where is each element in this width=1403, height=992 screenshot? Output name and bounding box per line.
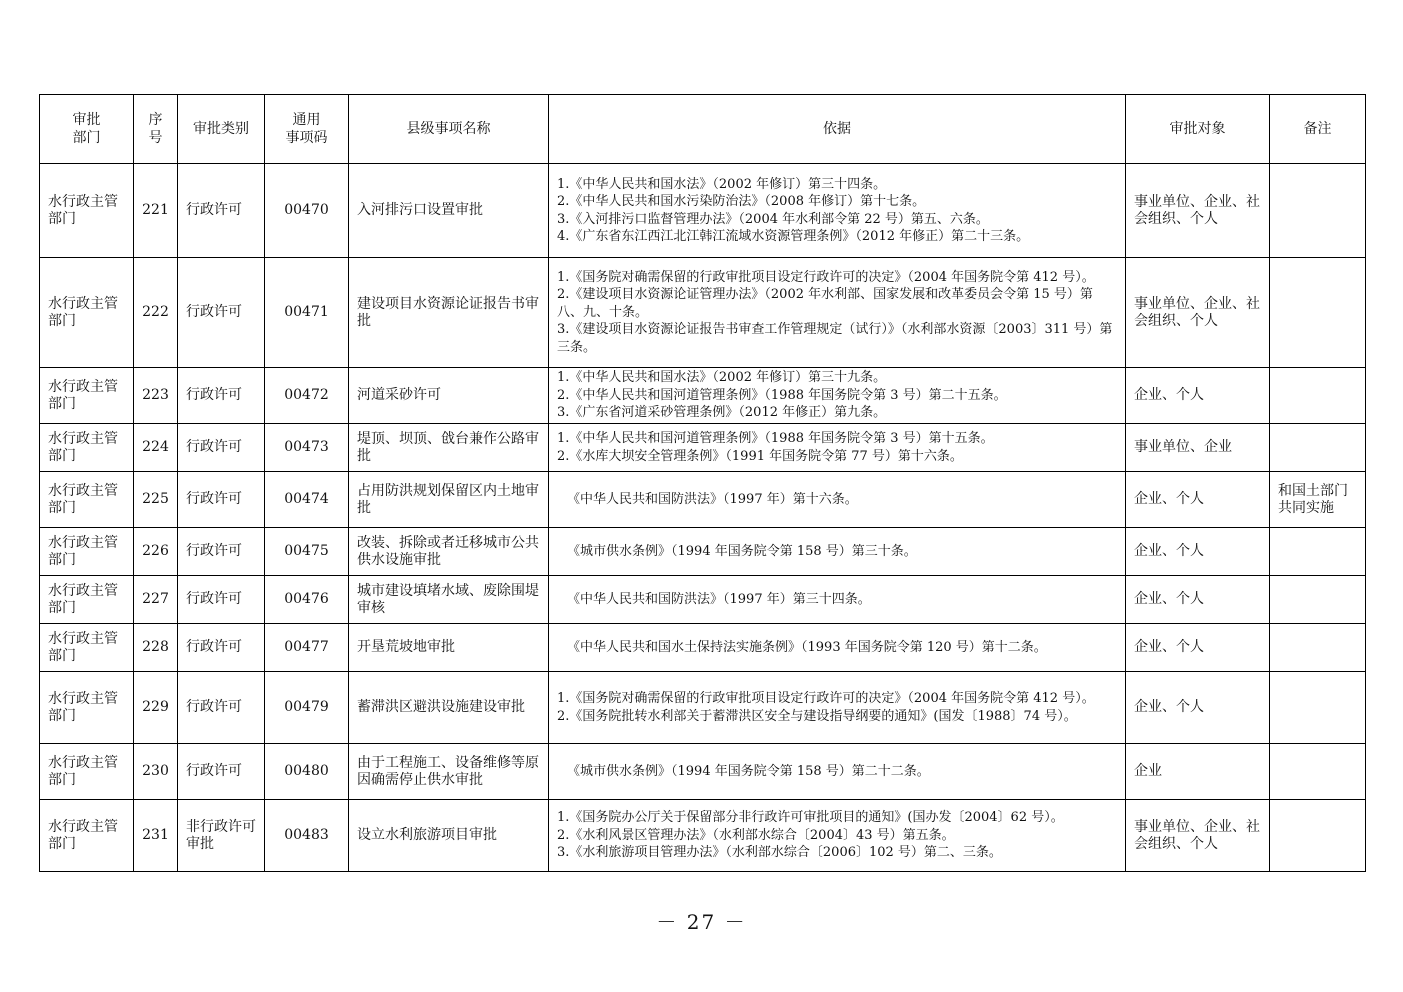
cell-seq: 229 xyxy=(134,672,178,744)
cell-target: 事业单位、企业 xyxy=(1126,424,1270,472)
cell-remarks xyxy=(1270,624,1366,672)
header-target: 审批对象 xyxy=(1126,95,1270,164)
cell-name: 河道采砂许可 xyxy=(349,368,549,424)
basis-line: 1.《国务院对确需保留的行政审批项目设定行政许可的决定》（2004 年国务院令第 412 号）。 xyxy=(557,269,1095,285)
cell-category: 行政许可 xyxy=(178,672,265,744)
cell-name: 蓄滞洪区避洪设施建设审批 xyxy=(349,672,549,744)
cell-code: 00470 xyxy=(265,164,349,258)
header-basis: 依据 xyxy=(549,95,1126,164)
cell-remarks xyxy=(1270,528,1366,576)
cell-basis xyxy=(549,258,1126,368)
basis-line: 《中华人民共和国水土保持法实施条例》（1993 年国务院令第 120 号）第十二条。 xyxy=(567,639,1047,655)
basis-line: 《城市供水条例》（1994 年国务院令第 158 号）第三十条。 xyxy=(567,543,917,559)
cell-name: 建设项目水资源论证报告书审批 xyxy=(349,258,549,368)
cell-remarks xyxy=(1270,744,1366,800)
basis-line: 1.《中华人民共和国水法》（2002 年修订）第三十四条。 xyxy=(557,176,887,192)
cell-dept: 水行政主管部门 xyxy=(40,624,134,672)
cell-target: 事业单位、企业、社会组织、个人 xyxy=(1126,258,1270,368)
cell-category: 行政许可 xyxy=(178,164,265,258)
cell-dept: 水行政主管部门 xyxy=(40,472,134,528)
table-row xyxy=(40,472,1366,528)
cell-seq: 231 xyxy=(134,800,178,872)
cell-category: 行政许可 xyxy=(178,576,265,624)
basis-line: 3.《水利旅游项目管理办法》（水利部水综合〔2006〕102 号）第二、三条。 xyxy=(557,845,1002,861)
cell-code: 00479 xyxy=(265,672,349,744)
cell-seq: 230 xyxy=(134,744,178,800)
cell-target: 事业单位、企业、社会组织、个人 xyxy=(1126,164,1270,258)
cell-target: 企业、个人 xyxy=(1126,368,1270,424)
cell-seq: 222 xyxy=(134,258,178,368)
cell-basis xyxy=(549,672,1126,744)
cell-dept: 水行政主管部门 xyxy=(40,800,134,872)
cell-remarks xyxy=(1270,576,1366,624)
cell-target: 企业、个人 xyxy=(1126,472,1270,528)
cell-basis xyxy=(549,624,1126,672)
cell-seq: 225 xyxy=(134,472,178,528)
cell-code: 00483 xyxy=(265,800,349,872)
cell-basis xyxy=(549,744,1126,800)
cell-target: 企业、个人 xyxy=(1126,672,1270,744)
cell-dept: 水行政主管部门 xyxy=(40,672,134,744)
cell-category: 行政许可 xyxy=(178,424,265,472)
cell-basis xyxy=(549,368,1126,424)
cell-code: 00477 xyxy=(265,624,349,672)
cell-basis xyxy=(549,800,1126,872)
cell-basis xyxy=(549,424,1126,472)
cell-name: 入河排污口设置审批 xyxy=(349,164,549,258)
cell-category: 行政许可 xyxy=(178,368,265,424)
cell-code: 00473 xyxy=(265,424,349,472)
cell-seq: 226 xyxy=(134,528,178,576)
table-row xyxy=(40,528,1366,576)
table-header-row xyxy=(40,95,1366,164)
cell-target: 企业、个人 xyxy=(1126,528,1270,576)
cell-remarks xyxy=(1270,424,1366,472)
cell-name: 城市建设填堵水域、废除围堤审核 xyxy=(349,576,549,624)
table-row xyxy=(40,800,1366,872)
cell-target: 企业、个人 xyxy=(1126,576,1270,624)
header-category: 审批类别 xyxy=(178,95,265,164)
cell-category: 行政许可 xyxy=(178,472,265,528)
cell-code: 00476 xyxy=(265,576,349,624)
cell-name: 占用防洪规划保留区内土地审批 xyxy=(349,472,549,528)
basis-line: 3.《建设项目水资源论证报告书审查工作管理规定（试行）》（水利部水资源〔2003〕311 号）第三条。 xyxy=(557,322,1113,355)
cell-seq: 221 xyxy=(134,164,178,258)
table-row xyxy=(40,368,1366,424)
basis-line: 《中华人民共和国防洪法》（1997 年）第三十四条。 xyxy=(567,591,871,607)
cell-code: 00475 xyxy=(265,528,349,576)
basis-line: 1.《国务院办公厅关于保留部分非行政许可审批项目的通知》(国办发〔2004〕62 号）。 xyxy=(557,810,1064,826)
cell-target: 企业、个人 xyxy=(1126,624,1270,672)
cell-category: 行政许可 xyxy=(178,258,265,368)
cell-category: 行政许可 xyxy=(178,528,265,576)
cell-seq: 223 xyxy=(134,368,178,424)
cell-dept: 水行政主管部门 xyxy=(40,368,134,424)
cell-dept: 水行政主管部门 xyxy=(40,424,134,472)
basis-line: 3.《广东省河道采砂管理条例》（2012 年修正）第九条。 xyxy=(557,405,887,421)
header-seq: 序 号 xyxy=(134,95,178,164)
cell-dept: 水行政主管部门 xyxy=(40,576,134,624)
table-row xyxy=(40,744,1366,800)
basis-line: 2.《水利风景区管理办法》（水利部水综合〔2004〕43 号）第五条。 xyxy=(557,827,955,843)
cell-seq: 224 xyxy=(134,424,178,472)
table-row xyxy=(40,672,1366,744)
header-name: 县级事项名称 xyxy=(349,95,549,164)
cell-seq: 228 xyxy=(134,624,178,672)
cell-name: 设立水利旅游项目审批 xyxy=(349,800,549,872)
basis-line: 2.《中华人民共和国水污染防治法》（2008 年修订）第十七条。 xyxy=(557,194,926,209)
cell-category: 行政许可 xyxy=(178,624,265,672)
cell-category: 非行政许可审批 xyxy=(178,800,265,872)
cell-code: 00480 xyxy=(265,744,349,800)
cell-remarks xyxy=(1270,258,1366,368)
cell-remarks xyxy=(1270,672,1366,744)
basis-line: 3.《入河排污口监督管理办法》（2004 年水利部令第 22 号）第五、六条。 xyxy=(557,211,989,227)
cell-remarks xyxy=(1270,368,1366,424)
basis-line: 《中华人民共和国防洪法》（1997 年）第十六条。 xyxy=(567,491,858,507)
cell-name: 由于工程施工、设备维修等原因确需停止供水审批 xyxy=(349,744,549,800)
cell-target: 事业单位、企业、社会组织、个人 xyxy=(1126,800,1270,872)
header-code: 通用 事项码 xyxy=(265,95,349,164)
approval-items-table xyxy=(39,94,1366,872)
cell-name: 堤顶、坝顶、戗台兼作公路审批 xyxy=(349,424,549,472)
basis-line: 4.《广东省东江西江北江韩江流域水资源管理条例》（2012 年修正）第二十三条。 xyxy=(557,229,1030,244)
basis-line: 2.《水库大坝安全管理条例》（1991 年国务院令第 77 号）第十六条。 xyxy=(557,448,963,464)
cell-code: 00474 xyxy=(265,472,349,528)
basis-line: 1.《中华人民共和国河道管理条例》（1988 年国务院令第 3 号）第十五条。 xyxy=(557,431,994,446)
basis-line: 2.《国务院批转水利部关于蓄滞洪区安全与建设指导纲要的通知》(国发〔1988〕74 号）。 xyxy=(557,708,1077,724)
cell-remarks: 和国土部门共同实施 xyxy=(1270,472,1366,528)
cell-basis xyxy=(549,576,1126,624)
cell-category: 行政许可 xyxy=(178,744,265,800)
table-row xyxy=(40,576,1366,624)
cell-dept: 水行政主管部门 xyxy=(40,164,134,258)
cell-basis xyxy=(549,472,1126,528)
cell-target: 企业 xyxy=(1126,744,1270,800)
basis-line: 1.《国务院对确需保留的行政审批项目设定行政许可的决定》（2004 年国务院令第 412 号）。 xyxy=(557,691,1095,706)
page-number: － 27 － xyxy=(656,910,747,934)
cell-dept: 水行政主管部门 xyxy=(40,744,134,800)
cell-remarks xyxy=(1270,164,1366,258)
cell-basis xyxy=(549,528,1126,576)
basis-line: 《城市供水条例》（1994 年国务院令第 158 号）第二十二条。 xyxy=(567,763,930,779)
cell-name: 开垦荒坡地审批 xyxy=(349,624,549,672)
cell-code: 00472 xyxy=(265,368,349,424)
basis-line: 1.《中华人民共和国水法》（2002 年修订）第三十九条。 xyxy=(557,370,887,386)
header-remarks: 备注 xyxy=(1270,95,1366,164)
cell-name: 改装、拆除或者迁移城市公共供水设施审批 xyxy=(349,528,549,576)
table-row xyxy=(40,624,1366,672)
basis-line: 2.《建设项目水资源论证管理办法》（2002 年水利部、国家发展和改革委员会令第 15 号）第八、九、十条。 xyxy=(557,287,1093,320)
table-row xyxy=(40,258,1366,368)
cell-dept: 水行政主管部门 xyxy=(40,258,134,368)
table-row xyxy=(40,424,1366,472)
cell-code: 00471 xyxy=(265,258,349,368)
cell-seq: 227 xyxy=(134,576,178,624)
header-dept: 审批 部门 xyxy=(40,95,134,164)
cell-basis xyxy=(549,164,1126,258)
basis-line: 2.《中华人民共和国河道管理条例》（1988 年国务院令第 3 号）第二十五条。 xyxy=(557,387,1007,403)
table-row xyxy=(40,164,1366,258)
cell-remarks xyxy=(1270,800,1366,872)
cell-dept: 水行政主管部门 xyxy=(40,528,134,576)
